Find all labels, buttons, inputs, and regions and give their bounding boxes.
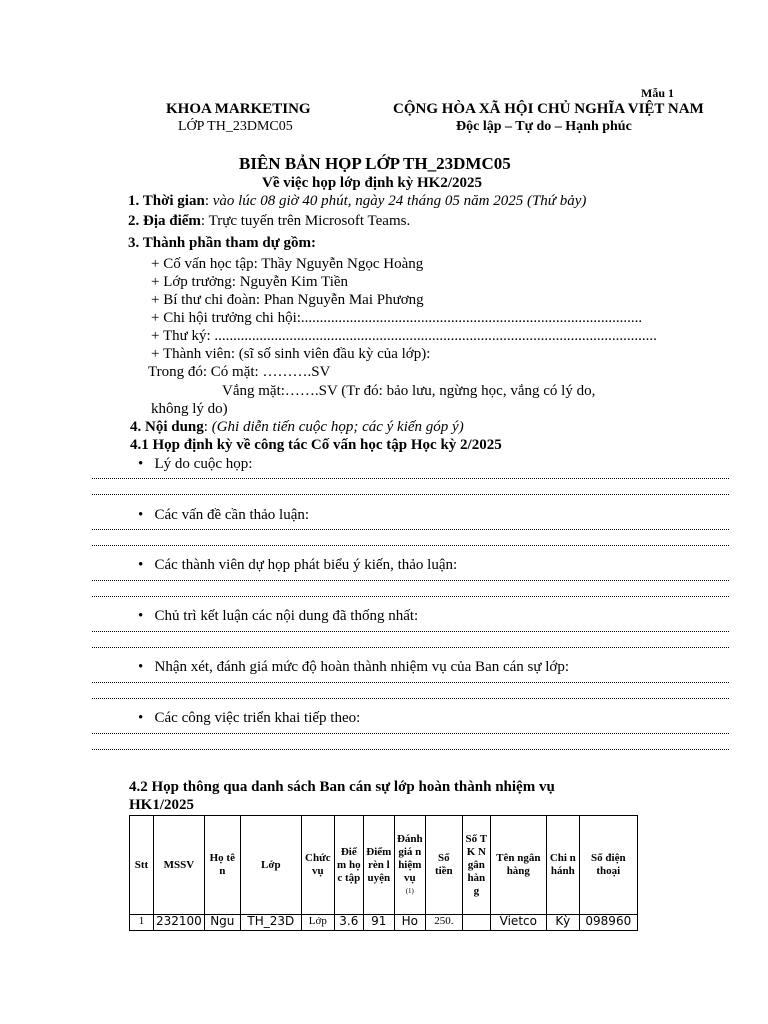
section-4-2-heading-cont: HK1/2025 <box>129 797 195 813</box>
attendee-advisor: + Cố vấn học tập: Thầy Nguyễn Ngọc Hoàng <box>151 256 424 272</box>
time-label: 1. Thời gian <box>128 193 205 209</box>
content-label: 4. Nội dung <box>130 419 204 435</box>
faculty-name: KHOA MARKETING <box>166 101 311 117</box>
bullet-label: Lý do cuộc họp: <box>154 456 253 472</box>
col-header: Số tiền <box>425 816 462 915</box>
col-header: Điểm rèn luyện <box>363 816 394 915</box>
bullet-symbol: • <box>138 608 144 624</box>
cell-class: TH_23D <box>240 915 301 931</box>
col-header: Điểm học tập <box>334 816 363 915</box>
cell-gpa: 3.6 <box>334 915 363 931</box>
cell-conduct: 91 <box>363 915 394 931</box>
attendee-branch-head: + Chi hội trưởng chi hội:........................................................................................... <box>151 310 643 326</box>
table-header-row <box>130 816 638 915</box>
col-header: Họ tên <box>204 816 240 915</box>
col-header: MSSV <box>154 816 205 915</box>
col-header-text: Đánh giá nhiệm vụ <box>396 832 423 884</box>
section-4-1-heading: 4.1 Họp định kỳ về công tác Cố vấn học tập Học kỳ 2/2025 <box>130 437 502 453</box>
bullet-symbol: • <box>138 557 144 573</box>
bullet-reason <box>138 456 252 473</box>
committee-table <box>129 815 638 931</box>
bullet-next-steps <box>138 710 360 727</box>
col-header: Số điện thoại <box>579 816 637 915</box>
bullet-symbol: • <box>138 659 144 675</box>
attendee-class-monitor: + Lớp trưởng: Nguyễn Kim Tiền <box>151 274 349 290</box>
col-header: Chi nhánh <box>546 816 579 915</box>
bullet-evaluation <box>138 659 569 676</box>
bullet-symbol: • <box>138 507 144 523</box>
bullet-issues <box>138 507 309 524</box>
class-code: LỚP TH_23DMC05 <box>178 119 293 134</box>
place-label: 2. Địa điểm <box>128 213 201 229</box>
time-value: vào lúc 08 giờ 40 phút, ngày 24 tháng 05 năm 2025 (Thứ bảy) <box>212 193 587 209</box>
col-header: Chức vụ <box>301 816 334 915</box>
cell-name: Ngu <box>204 915 240 931</box>
table-row <box>130 915 638 931</box>
bullet-label: Chủ trì kết luận các nội dung đã thống nhất: <box>154 608 419 624</box>
col-header: Stt <box>130 816 154 915</box>
motto: Độc lập – Tự do – Hạnh phúc <box>456 119 632 134</box>
cell-mssv: 232100 <box>154 915 205 931</box>
attendee-members: + Thành viên: (sĩ số sinh viên đầu kỳ của lớp): <box>151 346 431 362</box>
place-value: : Trực tuyến trên Microsoft Teams. <box>200 213 411 229</box>
col-header: Số TK Ngân hàng <box>462 816 490 915</box>
cell-phone: 098960 <box>579 915 637 931</box>
cell-evaluation: Ho <box>394 915 425 931</box>
dotted-line <box>92 543 729 546</box>
cell-position: Lớp <box>301 915 334 931</box>
cell-bank-name: Vietco <box>490 915 546 931</box>
dotted-line <box>92 645 729 648</box>
bullet-label: Nhận xét, đánh giá mức độ hoàn thành nhiệm vụ của Ban cán sự lớp: <box>154 659 570 675</box>
present-count: Trong đó: Có mặt: ……….SV <box>148 364 331 380</box>
bullet-symbol: • <box>138 710 144 726</box>
col-header: Tên ngân hàng <box>490 816 546 915</box>
dotted-line <box>92 747 729 750</box>
dotted-line <box>92 492 729 495</box>
dotted-line <box>92 731 729 734</box>
dotted-line <box>92 629 729 632</box>
cell-bank-account <box>462 915 490 931</box>
page-title: BIÊN BẢN HỌP LỚP TH_23DMC05 <box>239 154 511 173</box>
dotted-line <box>92 578 729 581</box>
bullet-label: Các công việc triển khai tiếp theo: <box>154 710 361 726</box>
meeting-place <box>128 213 410 230</box>
col-header: Lớp <box>240 816 301 915</box>
footnote-marker: (1) <box>405 886 414 895</box>
content-heading: 4. Nội dung: (Ghi diễn tiến cuộc họp; các ý kiến góp ý) <box>130 419 464 435</box>
nation-title: CỘNG HÒA XÃ HỘI CHỦ NGHĨA VIỆT NAM <box>393 101 704 117</box>
bullet-label: Các vấn đề cần thảo luận: <box>154 507 310 523</box>
attendee-secretary-union: + Bí thư chi đoàn: Phan Nguyễn Mai Phương <box>151 292 424 308</box>
attendee-clerk: + Thư ký: ...................................................................................................................... <box>151 328 657 344</box>
dotted-line <box>92 527 729 530</box>
bullet-conclusion <box>138 608 418 625</box>
dotted-line <box>92 696 729 699</box>
dotted-line <box>92 594 729 597</box>
attendees-heading: 3. Thành phần tham dự gồm: <box>128 235 316 251</box>
section-4-2-heading: 4.2 Họp thông qua danh sách Ban cán sự lớp hoàn thành nhiệm vụ <box>129 779 555 795</box>
cell-branch: Kỳ <box>546 915 579 931</box>
col-header <box>394 816 425 915</box>
form-code: Mẫu 1 <box>641 86 674 100</box>
content-note: (Ghi diễn tiến cuộc họp; các ý kiến góp ý) <box>211 419 464 435</box>
absent-count: Vắng mặt:…….SV (Tr đó: bảo lưu, ngừng học, vắng có lý do, <box>222 383 596 399</box>
absent-count-cont: không lý do) <box>151 401 228 417</box>
meeting-time: 1. Thời gian: vào lúc 08 giờ 40 phút, ngày 24 tháng 05 năm 2025 (Thứ bảy) <box>128 193 587 209</box>
bullet-discussion <box>138 557 457 574</box>
page-subtitle: Về việc họp lớp định kỳ HK2/2025 <box>262 175 483 191</box>
bullet-label: Các thành viên dự họp phát biểu ý kiến, thảo luận: <box>154 557 458 573</box>
dotted-line <box>92 476 729 479</box>
bullet-symbol: • <box>138 456 144 472</box>
dotted-line <box>92 680 729 683</box>
cell-amount: 250. <box>425 915 462 931</box>
cell-stt: 1 <box>130 915 154 931</box>
